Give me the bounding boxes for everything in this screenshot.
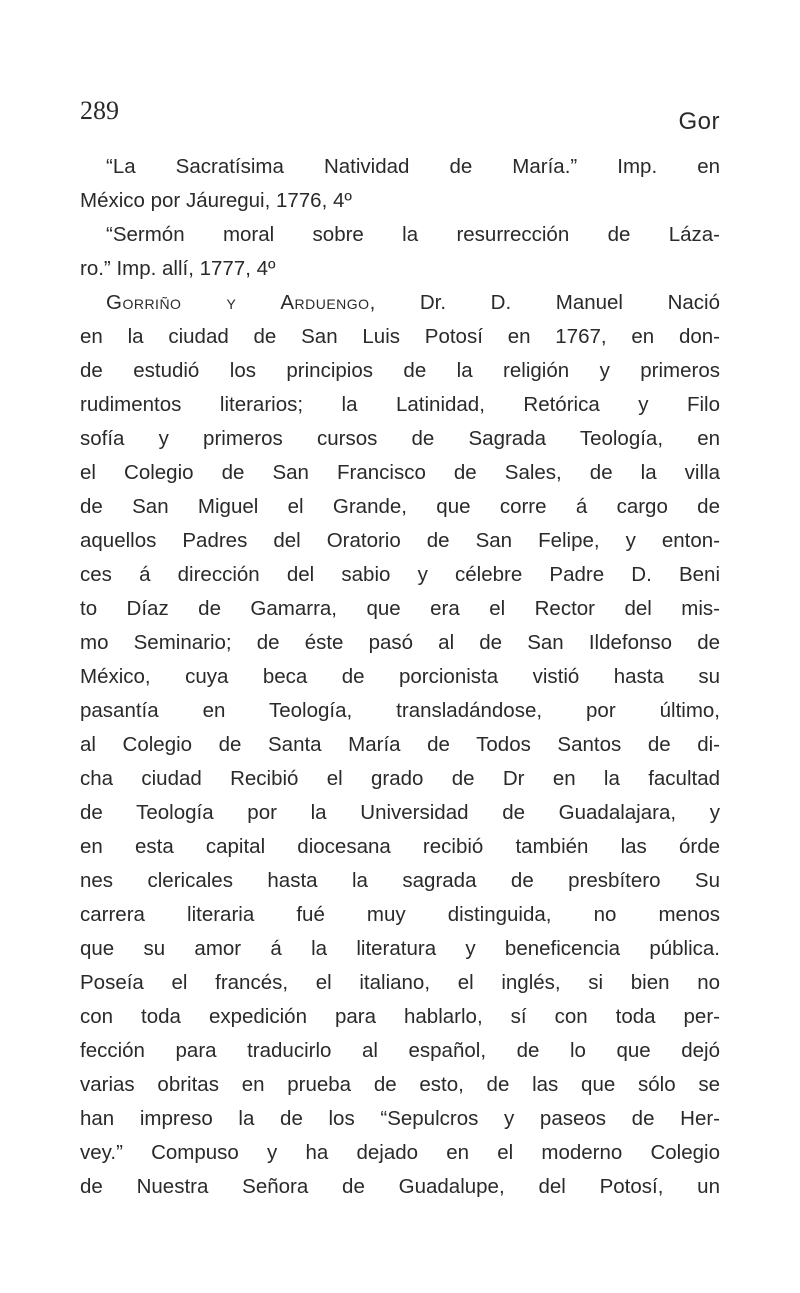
text-line: mo Seminario; de éste pasó al de San Ildefonso de bbox=[80, 631, 720, 654]
entry-heading-line: Gorriño y Arduengo, Dr. D. Manuel Nació bbox=[106, 291, 720, 314]
text-line: de estudió los principios de la religión y primeros bbox=[80, 359, 720, 382]
text-line: sofía y primeros cursos de Sagrada Teología, en bbox=[80, 427, 720, 450]
text-line: ces á dirección del sabio y célebre Padre D. Beni bbox=[80, 563, 720, 586]
entry-name: Gorriño y Arduengo bbox=[106, 291, 370, 314]
text-line: fección para traducirlo al español, de lo que dejó bbox=[80, 1039, 720, 1062]
text-line: en esta capital diocesana recibió también las órde bbox=[80, 835, 720, 858]
text-line: México, cuya beca de porcionista vistió hasta su bbox=[80, 665, 720, 688]
text-line: vey.” Compuso y ha dejado en el moderno Colegio bbox=[80, 1141, 720, 1164]
running-head: Gor bbox=[678, 108, 720, 135]
text-line: han impreso la de los “Sepulcros y paseos de Her- bbox=[80, 1107, 720, 1130]
text-line: rudimentos literarios; la Latinidad, Retórica y Filo bbox=[80, 393, 720, 416]
text-line: carrera literaria fué muy distinguida, no menos bbox=[80, 903, 720, 926]
text-line: de Teología por la Universidad de Guadalajara, y bbox=[80, 801, 720, 824]
text-line: el Colegio de San Francisco de Sales, de la villa bbox=[80, 461, 720, 484]
text-line: pasantía en Teología, transladándose, por último, bbox=[80, 699, 720, 722]
text-line: “La Sacratísima Natividad de María.” Imp. en bbox=[106, 155, 720, 178]
text-line: to Díaz de Gamarra, que era el Rector del mis- bbox=[80, 597, 720, 620]
text-line: cha ciudad Recibió el grado de Dr en la facultad bbox=[80, 767, 720, 790]
text-line: nes clericales hasta la sagrada de presbítero Su bbox=[80, 869, 720, 892]
text-line: con toda expedición para hablarlo, sí con toda per- bbox=[80, 1005, 720, 1028]
text-line: de Nuestra Señora de Guadalupe, del Potosí, un bbox=[80, 1175, 720, 1198]
text-line: al Colegio de Santa María de Todos Santos de di- bbox=[80, 733, 720, 756]
page-header bbox=[80, 96, 720, 136]
text-line: Poseía el francés, el italiano, el inglés, si bien no bbox=[80, 971, 720, 994]
text-line: México por Jáuregui, 1776, 4º bbox=[80, 189, 352, 212]
text-line: ro.” Imp. allí, 1777, 4º bbox=[80, 257, 276, 280]
body-text bbox=[80, 150, 720, 1204]
page-number: 289 bbox=[80, 96, 119, 125]
text-line: en la ciudad de San Luis Potosí en 1767, en don- bbox=[80, 325, 720, 348]
text-line: aquellos Padres del Oratorio de San Felipe, y enton- bbox=[80, 529, 720, 552]
text-line: varias obritas en prueba de esto, de las que sólo se bbox=[80, 1073, 720, 1096]
text-line: “Sermón moral sobre la resurrección de Láza- bbox=[106, 223, 720, 246]
text-line: de San Miguel el Grande, que corre á cargo de bbox=[80, 495, 720, 518]
text-line: que su amor á la literatura y beneficencia pública. bbox=[80, 937, 720, 960]
